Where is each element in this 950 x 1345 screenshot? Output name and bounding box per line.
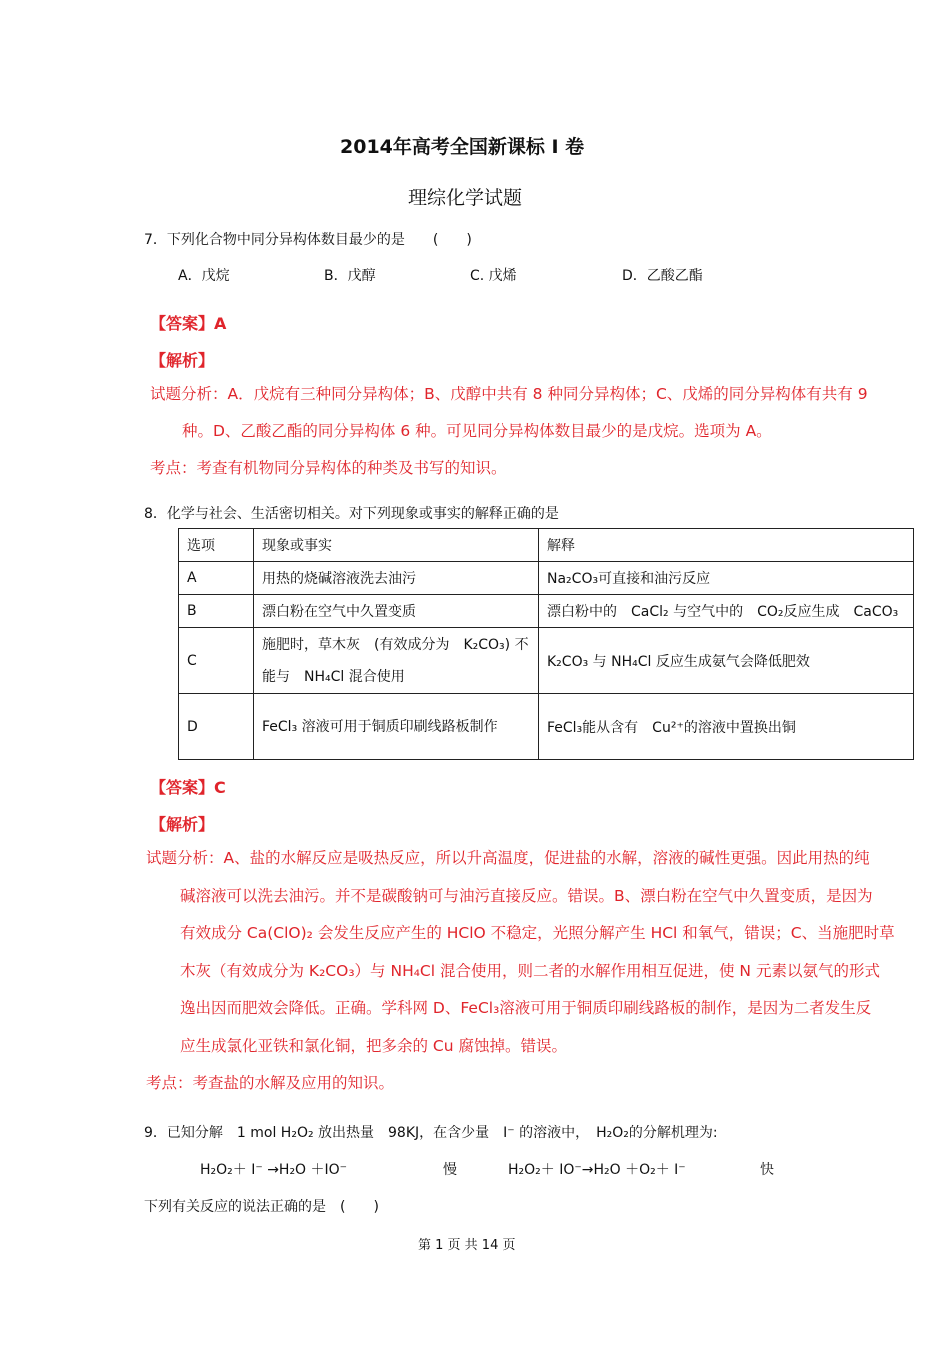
table-cell-explanation: K₂CO₃ 与 NH₄Cl 反应生成氨气会降低肥效 bbox=[539, 628, 914, 694]
table-row bbox=[179, 562, 914, 595]
question-9-step-1: H₂O₂＋ I⁻ →H₂O ＋IO⁻ bbox=[200, 1162, 348, 1178]
page-title: 2014年高考全国新课标 I 卷 bbox=[340, 136, 585, 158]
question-8-analysis-label: 【解析】 bbox=[150, 815, 215, 834]
question-8-table bbox=[178, 528, 914, 760]
question-7-answer: 【答案】A bbox=[150, 314, 227, 333]
question-7-analysis-line-2: 种。D、乙酸乙酯的同分异构体 6 种。可见同分异构体数目最少的是戊烷。选项为 A。 bbox=[182, 422, 772, 440]
table-row bbox=[179, 595, 914, 628]
question-9-question: 下列有关反应的说法正确的是 ( ) bbox=[144, 1199, 379, 1215]
question-9-stem: 9．已知分解 1 mol H₂O₂ 放出热量 98KJ，在含少量 I⁻ 的溶液中， H₂O₂的分解机理为: bbox=[144, 1125, 718, 1141]
question-7-analysis-line-1: 试题分析：A．戊烷有三种同分异构体；B、戊醇中共有 8 种同分异构体；C、戊烯的同分异构体有共有 9 bbox=[150, 385, 868, 403]
question-8-answer: 【答案】C bbox=[150, 778, 226, 797]
question-7-option-c: C. 戊烯 bbox=[470, 268, 517, 284]
table-header-cell: 现象或事实 bbox=[254, 529, 539, 562]
table-cell-fact: 施肥时，草木灰 (有效成分为 K₂CO₃) 不能与 NH₄Cl 混合使用 bbox=[254, 628, 539, 694]
question-8-analysis-line-4: 木灰（有效成分为 K₂CO₃）与 NH₄Cl 混合使用，则二者的水解作用相互促进，使 N 元素以氨气的形式 bbox=[180, 962, 880, 980]
question-7-analysis-label: 【解析】 bbox=[150, 351, 215, 370]
table-row bbox=[179, 694, 914, 760]
table-cell-fact: 用热的烧碱溶液洗去油污 bbox=[254, 562, 539, 595]
question-8-analysis-line-2: 碱溶液可以洗去油污。并不是碳酸钠可与油污直接反应。错误。B、漂白粉在空气中久置变质，是因为 bbox=[180, 887, 873, 905]
question-7-option-a: A．戊烷 bbox=[178, 268, 230, 284]
table-cell-explanation: FeCl₃能从含有 Cu²⁺的溶液中置换出铜 bbox=[539, 694, 914, 760]
question-8-analysis-line-3: 有效成分 Ca(ClO)₂ 会发生反应产生的 HClO 不稳定，光照分解产生 HCl 和氧气，错误；C、当施肥时草 bbox=[180, 924, 895, 942]
question-9-step-2: H₂O₂＋ IO⁻→H₂O ＋O₂＋ I⁻ bbox=[508, 1162, 686, 1178]
page-footer: 第 1 页 共 14 页 bbox=[418, 1238, 516, 1253]
table-cell-fact: 漂白粉在空气中久置变质 bbox=[254, 595, 539, 628]
table-cell-fact: FeCl₃ 溶液可用于铜质印刷线路板制作 bbox=[254, 694, 539, 760]
page-subtitle: 理综化学试题 bbox=[408, 187, 523, 209]
question-9-step-2-rate: 快 bbox=[760, 1162, 774, 1178]
question-8-analysis-line-6: 应生成氯化亚铁和氯化铜，把多余的 Cu 腐蚀掉。错误。 bbox=[180, 1037, 568, 1055]
question-7-option-d: D．乙酸乙酯 bbox=[622, 268, 703, 284]
question-8-analysis-line-5: 逸出因而肥效会降低。正确。学科网 D、FeCl₃溶液可用于铜质印刷线路板的制作，是因为二者发生反 bbox=[180, 999, 872, 1017]
table-cell-explanation: Na₂CO₃可直接和油污反应 bbox=[539, 562, 914, 595]
question-9-step-1-rate: 慢 bbox=[443, 1162, 457, 1178]
table-cell-option: C bbox=[179, 628, 254, 694]
question-8-analysis-line-1: 试题分析：A、盐的水解反应是吸热反应，所以升高温度，促进盐的水解，溶液的碱性更强。因此用热的纯 bbox=[146, 849, 870, 867]
table-row bbox=[179, 628, 914, 694]
question-7-option-b: B．戊醇 bbox=[324, 268, 376, 284]
question-8-stem: 8．化学与社会、生活密切相关。对下列现象或事实的解释正确的是 bbox=[144, 506, 559, 522]
table-cell-option: B bbox=[179, 595, 254, 628]
question-8-point: 考点：考查盐的水解及应用的知识。 bbox=[146, 1074, 395, 1092]
table-cell-option: D bbox=[179, 694, 254, 760]
table-cell-option: A bbox=[179, 562, 254, 595]
question-7-stem: 7．下列化合物中同分异构体数目最少的是 ( ) bbox=[144, 232, 472, 248]
table-cell-explanation: 漂白粉中的 CaCl₂ 与空气中的 CO₂反应生成 CaCO₃ bbox=[539, 595, 914, 628]
table-header-row bbox=[179, 529, 914, 562]
table-header-cell: 选项 bbox=[179, 529, 254, 562]
question-7-point: 考点：考查有机物同分异构体的种类及书写的知识。 bbox=[150, 459, 507, 477]
table-header-cell: 解释 bbox=[539, 529, 914, 562]
